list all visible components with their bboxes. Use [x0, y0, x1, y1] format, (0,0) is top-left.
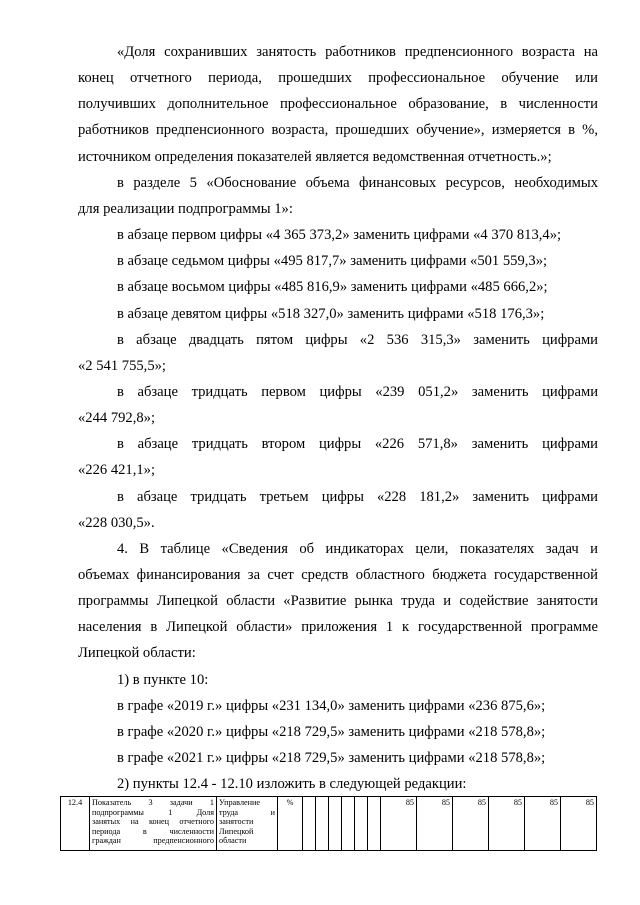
table-cell-value [342, 797, 355, 851]
text-line: «244 792,8»; [78, 410, 156, 427]
indicator-line: занятых на конец отчетного [92, 817, 214, 827]
text-line: 4. В таблице «Сведения об индикаторах цели, показателях задач и [117, 540, 598, 557]
text-line: в графе «2020 г.» цифры «218 729,5» заменить цифрами «218 578,8»; [117, 723, 546, 740]
text-line: для реализации подпрограммы 1»: [78, 200, 293, 217]
text-line: в графе «2021 г.» цифры «218 729,5» заменить цифрами «218 578,8»; [117, 750, 546, 767]
text-line: в абзаце восьмом цифры «485 816,9» заменить цифрами «485 666,2»; [117, 279, 548, 296]
text-line: объемах финансирования за счет средств областного бюджета государственной [78, 567, 598, 583]
indicators-table [60, 796, 597, 851]
table-cell-unit: % [278, 797, 303, 851]
text-line: конец отчетного периода, прошедших профессиональное обучение или [78, 70, 598, 87]
text-line: «226 421,1»; [78, 462, 156, 479]
text-line: работников предпенсионного возраста, прошедших обучение», измеряется в %, [78, 122, 598, 139]
text-line: «228 030,5». [78, 514, 155, 531]
table-cell-value [368, 797, 381, 851]
text-line: Липецкой области: [78, 645, 196, 662]
table-cell-value: 85 [525, 797, 561, 851]
table-cell-executor [217, 797, 278, 851]
text-line: 2) пункты 12.4 - 12.10 изложить в следующей редакции: [117, 776, 467, 793]
text-line: населения в Липецкой области» приложения 1 к государственной программе [78, 619, 598, 636]
indicator-line: граждан предпенсионного [92, 836, 214, 846]
text-line: получивших дополнительное профессиональное образование, в численности [78, 96, 598, 113]
executor-line: Липецкой [219, 826, 254, 836]
text-line: в разделе 5 «Обоснование объема финансовых ресурсов, необходимых [117, 174, 598, 191]
executor-line: области [219, 836, 247, 846]
executor-line: Управление [219, 798, 261, 807]
table-cell-value: 85 [453, 797, 489, 851]
text-line: в абзаце первом цифры «4 365 373,2» заменить цифрами «4 370 813,4»; [117, 227, 562, 244]
text-line: в абзаце седьмом цифры «495 817,7» заменить цифрами «501 559,3»; [117, 253, 548, 270]
table-cell-value: 85 [417, 797, 453, 851]
indicator-line: Показатель 3 задачи 1 [92, 798, 214, 807]
indicator-line: периода в численности [92, 826, 214, 836]
text-line: в графе «2019 г.» цифры «231 134,0» заменить цифрами «236 875,6»; [117, 697, 546, 714]
text-line: в абзаце тридцать втором цифры «226 571,8» заменить цифрами [117, 436, 598, 453]
table-cell-value [355, 797, 368, 851]
table-cell-indicator [90, 797, 217, 851]
table-cell-value [303, 797, 316, 851]
table-cell-value: 85 [489, 797, 525, 851]
indicator-line: подпрограммы 1 Доля [92, 807, 214, 817]
table-cell-value [316, 797, 329, 851]
text-line: в абзаце двадцать пятом цифры «2 536 315,3» заменить цифрами [117, 331, 598, 348]
text-line: 1) в пункте 10: [117, 671, 209, 688]
table-cell-value: 85 [561, 797, 597, 851]
text-line: «2 541 755,5»; [78, 357, 166, 374]
text-line: источником определения показателей является ведомственная отчетность.»; [78, 148, 552, 165]
text-line: в абзаце девятом цифры «518 327,0» заменить цифрами «518 176,3»; [117, 305, 545, 322]
text-line: программы Липецкой области «Развитие рынка труда и содействие занятости [78, 593, 598, 610]
table-row [61, 797, 597, 851]
text-line: в абзаце тридцать третьем цифры «228 181,2» заменить цифрами [117, 488, 598, 505]
executor-line: занятости [219, 817, 254, 827]
table-cell-number: 12.4 [61, 797, 90, 851]
table-cell-value [329, 797, 342, 851]
table-cell-value: 85 [381, 797, 417, 851]
text-line: «Доля сохранивших занятость работников предпенсионного возраста на [117, 44, 598, 60]
executor-line: труда и [219, 807, 275, 817]
text-line: в абзаце тридцать первом цифры «239 051,2» заменить цифрами [117, 383, 598, 400]
